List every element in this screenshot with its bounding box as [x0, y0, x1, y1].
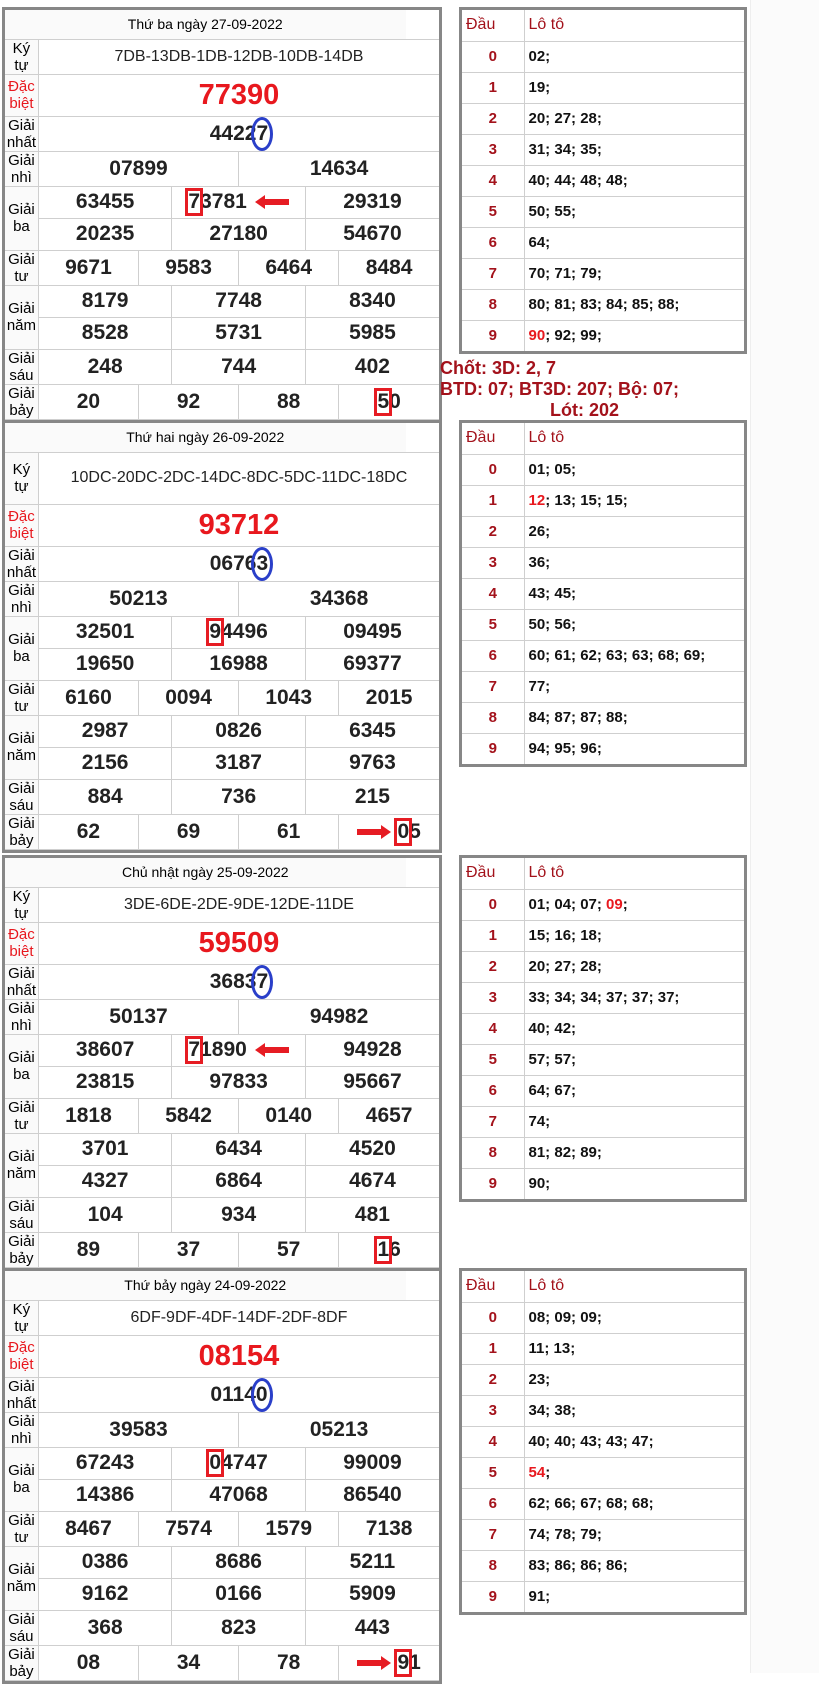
giai-ba-value: 99009 [305, 1447, 439, 1479]
giai-bay-value: 34 [139, 1645, 239, 1680]
giai-tu-label: Giải tư [5, 250, 38, 285]
giai-ba-value: 29319 [305, 186, 439, 218]
giai-nhi-label: Giải nhì [5, 581, 38, 616]
giai-nam-value: 6345 [305, 715, 439, 747]
loto-row: 1 15; 16; 18; [462, 920, 744, 951]
giai-ba-label: Giải ba [5, 1034, 38, 1098]
giai-sau-label: Giải sáu [5, 1197, 38, 1232]
loto-header: Lô tô [524, 858, 744, 889]
giai-nam-value: 8528 [38, 317, 172, 349]
giai-sau-value: 443 [305, 1610, 439, 1645]
giai-sau-label: Giải sáu [5, 349, 38, 384]
circle-marker: 7 [256, 969, 269, 993]
giai-nhat-label: Giải nhất [5, 1377, 38, 1412]
page-right-margin [750, 0, 819, 1673]
loto-row: 5 50; 55; [462, 196, 744, 227]
chot-line: Chốt: 3D: 2, 7 [440, 358, 557, 378]
loto-row: 7 77; [462, 671, 744, 702]
giai-bay-label: Giải bảy [5, 384, 38, 419]
box-marker: 7 [188, 190, 201, 213]
result-table-25-09 [2, 855, 442, 1271]
loto-row: 9 90; [462, 1168, 744, 1199]
loto-row: 7 74; [462, 1106, 744, 1137]
giai-bay-label: Giải bảy [5, 1645, 38, 1680]
giai-sau-value: 823 [172, 1610, 306, 1645]
giai-tu-value: 6464 [239, 250, 339, 285]
giai-nhat-label: Giải nhất [5, 964, 38, 999]
giai-sau-value: 215 [305, 779, 439, 814]
box-marker: 0 [209, 1451, 222, 1474]
giai-nam-value: 3187 [172, 747, 306, 779]
arrow-right-icon [357, 1656, 391, 1670]
giai-nam-value: 5909 [305, 1578, 439, 1610]
giai-tu-label: Giải tư [5, 1511, 38, 1546]
dau-header: Đầu [462, 858, 524, 889]
giai-ba-value-marked: 73781 [172, 186, 306, 218]
draw-date: Chủ nhật ngày 25-09-2022 [5, 858, 406, 887]
giai-ba-value: 97833 [172, 1066, 306, 1098]
giai-bay-value: 37 [139, 1232, 239, 1267]
giai-ba-value: 38607 [38, 1034, 172, 1066]
giai-nam-value: 9162 [38, 1578, 172, 1610]
giai-sau-label: Giải sáu [5, 779, 38, 814]
ky-tu-value: 6DF-9DF-4DF-14DF-2DF-8DF [38, 1300, 439, 1335]
giai-nhi-label: Giải nhì [5, 1412, 38, 1447]
loto-table-26-09 [459, 420, 747, 767]
loto-row: 8 84; 87; 87; 88; [462, 702, 744, 733]
giai-ba-value: 23815 [38, 1066, 172, 1098]
giai-tu-value: 7574 [139, 1511, 239, 1546]
giai-nam-value: 5211 [305, 1546, 439, 1578]
dac-biet-value: 93712 [38, 504, 439, 546]
giai-nam-value: 6434 [172, 1133, 306, 1165]
result-table-24-09 [2, 1268, 442, 1684]
giai-tu-value: 2015 [339, 680, 439, 715]
giai-nam-value: 4674 [305, 1165, 439, 1197]
giai-sau-value: 481 [305, 1197, 439, 1232]
chot-prediction-note [440, 358, 740, 421]
giai-nam-value: 4327 [38, 1165, 172, 1197]
giai-ba-value: 16988 [172, 648, 306, 680]
giai-bay-value: 89 [38, 1232, 138, 1267]
loto-row: 6 62; 66; 67; 68; 68; [462, 1488, 744, 1519]
giai-nam-value: 2987 [38, 715, 172, 747]
giai-nhi-value: 39583 [38, 1412, 238, 1447]
giai-tu-value: 1579 [239, 1511, 339, 1546]
giai-ba-value: 27180 [172, 218, 306, 250]
giai-bay-value-marked: 91 [339, 1645, 439, 1680]
giai-ba-label: Giải ba [5, 616, 38, 680]
loto-row: 4 40; 44; 48; 48; [462, 165, 744, 196]
dac-biet-value: 77390 [38, 74, 439, 116]
box-marker: 9 [397, 1650, 410, 1674]
giai-sau-value: 368 [38, 1610, 172, 1645]
loto-row: 3 36; [462, 547, 744, 578]
ky-tu-value: 7DB-13DB-1DB-12DB-10DB-14DB [38, 39, 439, 74]
dau-header: Đầu [462, 1271, 524, 1302]
loto-row: 8 80; 81; 83; 84; 85; 88; [462, 289, 744, 320]
dac-biet-label: Đặc biệt [5, 504, 38, 546]
loto-table-24-09 [459, 1268, 747, 1615]
box-marker: 7 [188, 1038, 201, 1061]
giai-nhi-value: 94982 [239, 999, 439, 1034]
loto-row: 9 94; 95; 96; [462, 733, 744, 764]
dau-header: Đầu [462, 10, 524, 41]
loto-row: 7 74; 78; 79; [462, 1519, 744, 1550]
box-marker: 1 [377, 1237, 390, 1261]
giai-tu-value: 9671 [38, 250, 138, 285]
arrow-left-icon [255, 1043, 289, 1057]
giai-bay-value: 08 [38, 1645, 138, 1680]
giai-ba-value: 20235 [38, 218, 172, 250]
loto-row: 7 70; 71; 79; [462, 258, 744, 289]
giai-nam-label: Giải năm [5, 1546, 38, 1610]
loto-header: Lô tô [524, 10, 744, 41]
giai-sau-value: 934 [172, 1197, 306, 1232]
loto-row: 4 43; 45; [462, 578, 744, 609]
giai-ba-value: 47068 [172, 1479, 306, 1511]
giai-nam-value: 0166 [172, 1578, 306, 1610]
giai-sau-value: 104 [38, 1197, 172, 1232]
giai-nam-value: 8179 [38, 285, 172, 317]
giai-ba-value: 54670 [305, 218, 439, 250]
giai-nam-value: 6864 [172, 1165, 306, 1197]
loto-table-27-09 [459, 7, 747, 354]
ky-tu-label: Ký tự [5, 39, 38, 74]
giai-tu-value: 8484 [339, 250, 439, 285]
result-table-26-09 [2, 420, 442, 853]
giai-bay-value: 20 [38, 384, 138, 419]
giai-bay-value: 88 [239, 384, 339, 419]
giai-nhat-value: 36837 [38, 964, 439, 999]
loto-row: 8 83; 86; 86; 86; [462, 1550, 744, 1581]
giai-nam-value: 9763 [305, 747, 439, 779]
result-table-27-09 [2, 7, 442, 423]
giai-nam-value: 3701 [38, 1133, 172, 1165]
giai-bay-value: 69 [139, 814, 239, 849]
giai-tu-value: 1818 [38, 1098, 138, 1133]
loto-row: 1 19; [462, 72, 744, 103]
draw-date: Thứ bảy ngày 24-09-2022 [5, 1271, 406, 1300]
circle-marker: 7 [256, 121, 269, 145]
loto-row: 3 33; 34; 34; 37; 37; 37; [462, 982, 744, 1013]
giai-tu-value: 1043 [239, 680, 339, 715]
giai-tu-label: Giải tư [5, 1098, 38, 1133]
loto-row: 8 81; 82; 89; [462, 1137, 744, 1168]
giai-nhi-label: Giải nhì [5, 999, 38, 1034]
giai-bay-value: 62 [38, 814, 138, 849]
giai-bay-value-marked: 16 [339, 1232, 439, 1267]
giai-nhat-label: Giải nhất [5, 546, 38, 581]
giai-ba-value: 32501 [38, 616, 172, 648]
giai-ba-value: 14386 [38, 1479, 172, 1511]
giai-tu-value: 7138 [339, 1511, 439, 1546]
dac-biet-label: Đặc biệt [5, 74, 38, 116]
giai-tu-value: 0094 [139, 680, 239, 715]
loto-table-25-09 [459, 855, 747, 1202]
giai-nhat-value: 01140 [38, 1377, 439, 1412]
ky-tu-value: 10DC-20DC-2DC-14DC-8DC-5DC-11DC-18DC [38, 452, 439, 504]
giai-nam-value: 5985 [305, 317, 439, 349]
loto-row: 9 90; 92; 99; [462, 320, 744, 351]
giai-nam-value: 0386 [38, 1546, 172, 1578]
giai-sau-value: 402 [305, 349, 439, 384]
giai-nhi-value: 34368 [239, 581, 439, 616]
giai-nam-label: Giải năm [5, 1133, 38, 1197]
giai-nam-value: 5731 [172, 317, 306, 349]
loto-row: 2 20; 27; 28; [462, 951, 744, 982]
giai-nhat-label: Giải nhất [5, 116, 38, 151]
loto-row: 2 26; [462, 516, 744, 547]
loto-row: 5 50; 56; [462, 609, 744, 640]
giai-nam-label: Giải năm [5, 715, 38, 779]
giai-ba-value: 19650 [38, 648, 172, 680]
giai-bay-value: 92 [139, 384, 239, 419]
dac-biet-label: Đặc biệt [5, 1335, 38, 1377]
giai-nam-label: Giải năm [5, 285, 38, 349]
loto-row: 5 57; 57; [462, 1044, 744, 1075]
loto-row: 0 01; 05; [462, 454, 744, 485]
loto-header: Lô tô [524, 1271, 744, 1302]
giai-bay-value: 57 [239, 1232, 339, 1267]
giai-ba-value-marked: 71890 [172, 1034, 306, 1066]
giai-ba-label: Giải ba [5, 1447, 38, 1511]
circle-marker: 3 [256, 551, 269, 575]
giai-ba-label: Giải ba [5, 186, 38, 250]
box-marker: 5 [377, 389, 390, 413]
giai-bay-value: 61 [239, 814, 339, 849]
giai-tu-value: 5842 [139, 1098, 239, 1133]
giai-ba-value-marked: 04747 [172, 1447, 306, 1479]
giai-nam-value: 8340 [305, 285, 439, 317]
loto-row: 6 60; 61; 62; 63; 63; 68; 69; [462, 640, 744, 671]
dac-biet-value: 08154 [38, 1335, 439, 1377]
giai-ba-value: 63455 [38, 186, 172, 218]
loto-row: 0 08; 09; 09; [462, 1302, 744, 1333]
giai-nhi-value: 50213 [38, 581, 238, 616]
giai-nhat-value: 06763 [38, 546, 439, 581]
giai-nam-value: 7748 [172, 285, 306, 317]
giai-nhi-value: 50137 [38, 999, 238, 1034]
ky-tu-label: Ký tự [5, 452, 38, 504]
giai-sau-value: 736 [172, 779, 306, 814]
dac-biet-value: 59509 [38, 922, 439, 964]
chot-line: BTD: 07; BT3D: 207; Bộ: 07; [440, 379, 680, 399]
loto-header: Lô tô [524, 423, 744, 454]
giai-nam-value: 2156 [38, 747, 172, 779]
loto-row: 4 40; 40; 43; 43; 47; [462, 1426, 744, 1457]
arrow-right-icon [357, 825, 391, 839]
loto-row: 2 20; 27; 28; [462, 103, 744, 134]
giai-sau-value: 884 [38, 779, 172, 814]
giai-tu-value: 6160 [38, 680, 138, 715]
loto-row: 3 31; 34; 35; [462, 134, 744, 165]
dac-biet-label: Đặc biệt [5, 922, 38, 964]
loto-row: 6 64; 67; [462, 1075, 744, 1106]
loto-row: 4 40; 42; [462, 1013, 744, 1044]
giai-nhat-value: 44227 [38, 116, 439, 151]
giai-bay-label: Giải bảy [5, 814, 38, 849]
giai-nhi-value: 05213 [239, 1412, 439, 1447]
arrow-left-icon [255, 195, 289, 209]
chot-line: Lót: 202 [550, 400, 620, 420]
loto-row: 6 64; [462, 227, 744, 258]
giai-ba-value: 86540 [305, 1479, 439, 1511]
loto-row: 2 23; [462, 1364, 744, 1395]
giai-ba-value: 09495 [305, 616, 439, 648]
giai-tu-value: 9583 [139, 250, 239, 285]
giai-nam-value: 4520 [305, 1133, 439, 1165]
giai-sau-value: 248 [38, 349, 172, 384]
draw-date: Thứ hai ngày 26-09-2022 [5, 423, 406, 452]
giai-ba-value: 67243 [38, 1447, 172, 1479]
loto-row: 1 12; 13; 15; 15; [462, 485, 744, 516]
loto-row: 0 01; 04; 07; 09; [462, 889, 744, 920]
box-marker: 0 [397, 819, 410, 843]
giai-ba-value: 94928 [305, 1034, 439, 1066]
giai-ba-value: 69377 [305, 648, 439, 680]
dau-header: Đầu [462, 423, 524, 454]
giai-nam-value: 0826 [172, 715, 306, 747]
giai-nam-value: 8686 [172, 1546, 306, 1578]
giai-tu-value: 4657 [339, 1098, 439, 1133]
giai-tu-value: 8467 [38, 1511, 138, 1546]
giai-nhi-value: 14634 [239, 151, 439, 186]
giai-bay-value: 78 [239, 1645, 339, 1680]
loto-row: 9 91; [462, 1581, 744, 1612]
loto-row: 1 11; 13; [462, 1333, 744, 1364]
giai-sau-label: Giải sáu [5, 1610, 38, 1645]
draw-date: Thứ ba ngày 27-09-2022 [5, 10, 406, 39]
giai-ba-value-marked: 94496 [172, 616, 306, 648]
ky-tu-value: 3DE-6DE-2DE-9DE-12DE-11DE [38, 887, 439, 922]
loto-row: 3 34; 38; [462, 1395, 744, 1426]
giai-bay-label: Giải bảy [5, 1232, 38, 1267]
giai-nhi-label: Giải nhì [5, 151, 38, 186]
box-marker: 9 [209, 620, 222, 643]
giai-nhi-value: 07899 [38, 151, 238, 186]
ky-tu-label: Ký tự [5, 1300, 38, 1335]
circle-marker: 0 [255, 1382, 268, 1406]
giai-tu-value: 0140 [239, 1098, 339, 1133]
giai-bay-value-marked: 50 [339, 384, 439, 419]
giai-ba-value: 95667 [305, 1066, 439, 1098]
loto-row: 0 02; [462, 41, 744, 72]
loto-row: 5 54; [462, 1457, 744, 1488]
giai-bay-value-marked: 05 [339, 814, 439, 849]
giai-sau-value: 744 [172, 349, 306, 384]
giai-tu-label: Giải tư [5, 680, 38, 715]
ky-tu-label: Ký tự [5, 887, 38, 922]
